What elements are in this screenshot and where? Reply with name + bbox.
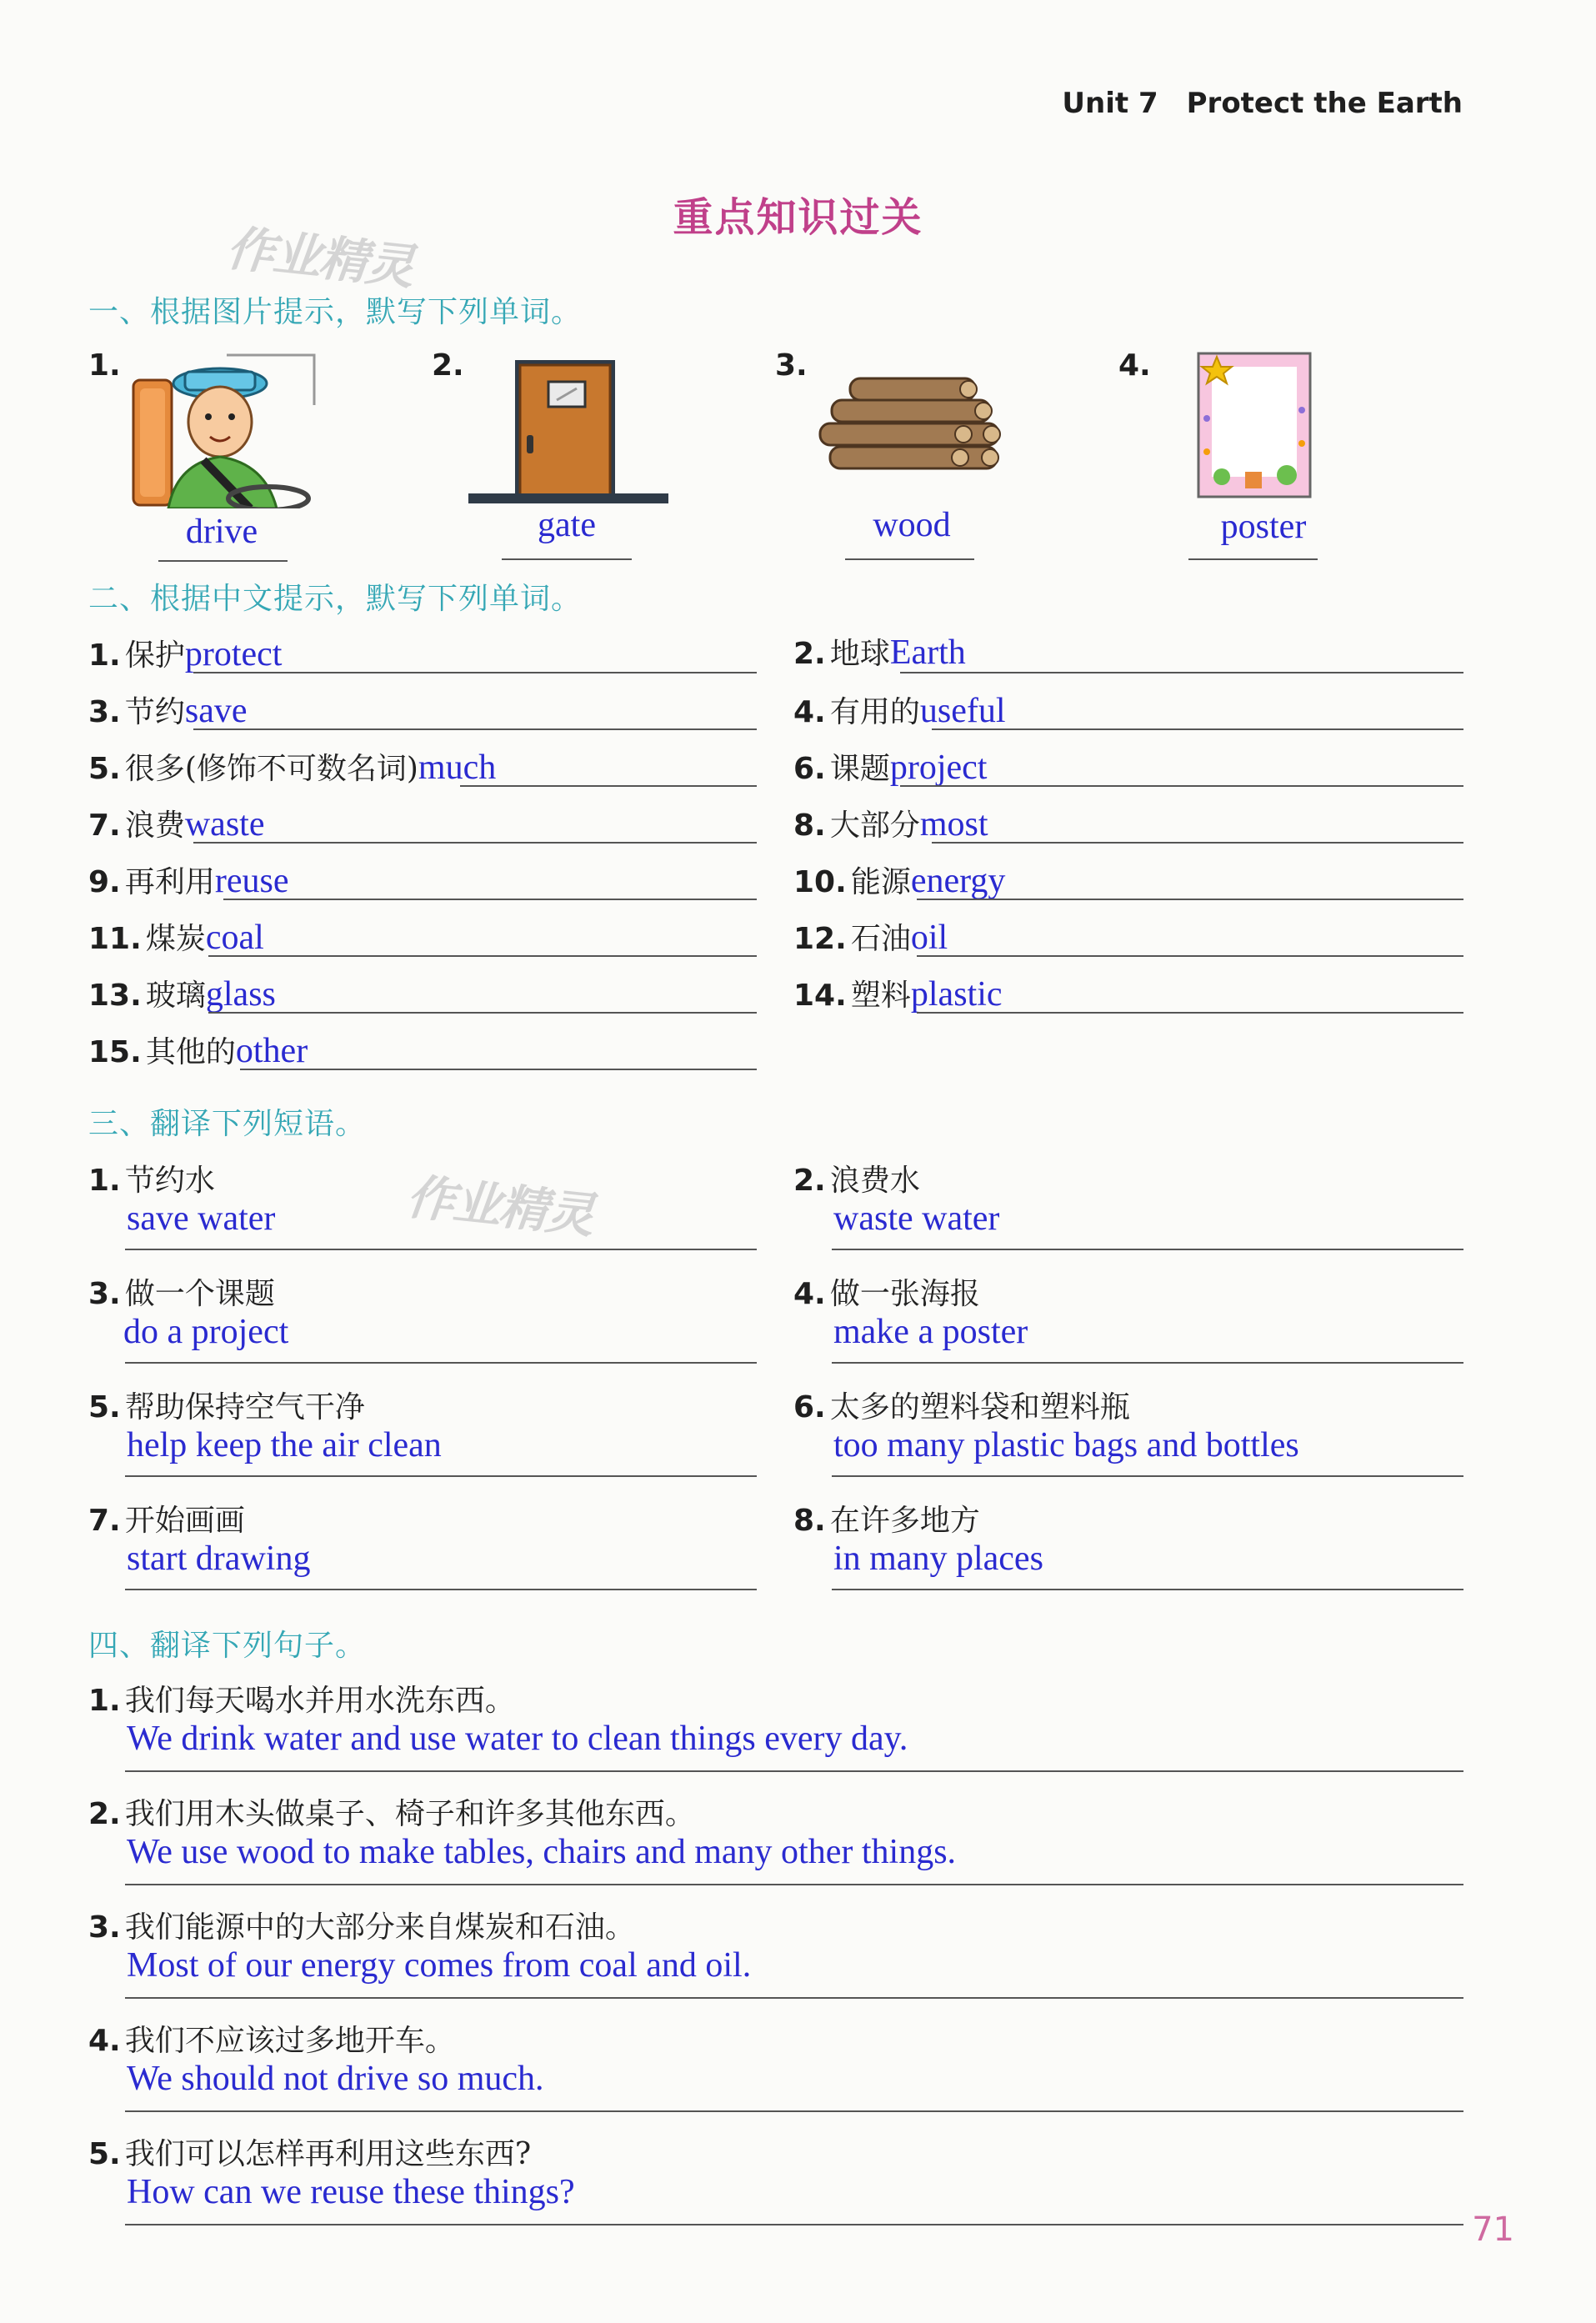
chinese-prompt: 能源 bbox=[850, 865, 911, 899]
answer-line bbox=[932, 728, 1463, 730]
item-number: 9. bbox=[88, 865, 121, 899]
answer-line bbox=[193, 728, 757, 730]
phrase-prompt bbox=[793, 1384, 1130, 1426]
chinese-prompt: 在许多地方 bbox=[829, 1504, 980, 1538]
chinese-prompt: 开始画画 bbox=[124, 1504, 245, 1538]
answer: glass bbox=[205, 975, 276, 1014]
answer: drive bbox=[185, 513, 258, 551]
item-number: 3. bbox=[88, 1277, 121, 1311]
word-item bbox=[88, 915, 264, 958]
chinese-prompt: 做一个课题 bbox=[124, 1277, 275, 1311]
item-number: 1. bbox=[88, 638, 121, 673]
chinese-prompt: 我们能源中的大部分来自煤炭和石油。 bbox=[124, 1910, 635, 1945]
chinese-prompt: 我们每天喝水并用水洗东西。 bbox=[124, 1684, 515, 1718]
chinese-prompt: 节约 bbox=[124, 695, 185, 729]
phrase-prompt bbox=[88, 1270, 275, 1313]
phrase-answer: help keep the air clean bbox=[127, 1426, 442, 1464]
chinese-prompt: 节约水 bbox=[124, 1164, 215, 1198]
chinese-prompt: 我们可以怎样再利用这些东西? bbox=[124, 2137, 532, 2171]
chinese-prompt: 有用的 bbox=[829, 695, 920, 729]
phrase-answer: too many plastic bags and bottles bbox=[833, 1426, 1299, 1464]
answer-line bbox=[845, 558, 974, 560]
phrase-answer: in many places bbox=[833, 1539, 1043, 1578]
phrase-prompt bbox=[793, 1157, 920, 1199]
door-picture bbox=[468, 357, 668, 507]
word-item bbox=[88, 802, 264, 844]
item-number: 8. bbox=[793, 1504, 826, 1538]
answer-line bbox=[832, 1249, 1463, 1250]
chinese-prompt: 浪费水 bbox=[829, 1164, 920, 1198]
item-number: 4. bbox=[793, 1277, 826, 1311]
item-number: 3. bbox=[775, 348, 808, 383]
word-item bbox=[88, 745, 496, 788]
chinese-prompt: 再利用 bbox=[124, 865, 215, 899]
section-2-heading: 二、根据中文提示，默写下列单词。 bbox=[88, 582, 583, 616]
answer: wood bbox=[873, 506, 951, 544]
answer: much bbox=[418, 748, 497, 787]
word-item bbox=[793, 859, 1005, 901]
item-number: 14. bbox=[793, 979, 847, 1013]
section-4-heading: 四、翻译下列句子。 bbox=[88, 1629, 367, 1663]
item-number: 12. bbox=[793, 922, 847, 956]
answer: waste bbox=[184, 805, 265, 844]
sentence-prompt bbox=[88, 1790, 695, 1833]
item-number: 10. bbox=[793, 865, 847, 899]
word-item bbox=[793, 972, 1003, 1014]
driver-picture bbox=[127, 347, 318, 508]
answer-line bbox=[125, 1249, 757, 1250]
sentence-prompt bbox=[88, 2017, 455, 2060]
phrase-answer: save water bbox=[127, 1199, 276, 1238]
answer-line bbox=[832, 1362, 1463, 1364]
item-number: 1. bbox=[88, 1684, 121, 1718]
answer: protect bbox=[184, 635, 283, 673]
answer: poster bbox=[1220, 508, 1307, 546]
page-title: 重点知识过关 bbox=[673, 194, 923, 241]
answer-line bbox=[125, 2224, 1463, 2225]
phrase-answer: do a project bbox=[123, 1313, 289, 1351]
item-number: 3. bbox=[88, 695, 121, 729]
unit-header: Unit 7 Protect the Earth bbox=[1062, 87, 1463, 120]
sentence-answer: Most of our energy comes from coal and oil. bbox=[127, 1946, 752, 1985]
answer: energy bbox=[910, 862, 1006, 900]
answer-line bbox=[917, 899, 1463, 900]
item-number: 8. bbox=[793, 809, 826, 843]
chinese-prompt: 地球 bbox=[829, 637, 890, 671]
chinese-prompt: 玻璃 bbox=[145, 979, 206, 1013]
answer-line bbox=[193, 672, 757, 673]
answer: other bbox=[235, 1032, 308, 1070]
answer-line bbox=[917, 1012, 1463, 1014]
chinese-prompt: 很多(修饰不可数名词) bbox=[124, 752, 418, 786]
answer: save bbox=[184, 692, 248, 730]
sentence-prompt bbox=[88, 2130, 531, 2173]
item-number: 4. bbox=[88, 2024, 121, 2058]
phrase-prompt bbox=[793, 1497, 980, 1539]
logs-picture bbox=[813, 372, 1010, 480]
answer-line bbox=[193, 842, 757, 844]
word-item bbox=[88, 688, 247, 731]
answer-line bbox=[460, 785, 757, 787]
item-number: 5. bbox=[88, 2137, 121, 2171]
item-number: 7. bbox=[88, 809, 121, 843]
answer-line bbox=[125, 1884, 1463, 1885]
chinese-prompt: 浪费 bbox=[124, 809, 185, 843]
item-number: 4. bbox=[793, 695, 826, 729]
sentence-prompt bbox=[88, 1904, 635, 1946]
phrase-answer: start drawing bbox=[127, 1539, 311, 1578]
section-3-heading: 三、翻译下列短语。 bbox=[88, 1107, 367, 1141]
answer-line bbox=[1188, 558, 1318, 560]
item-number: 2. bbox=[88, 1797, 121, 1831]
poster-picture bbox=[1197, 352, 1312, 498]
answer: Earth bbox=[889, 633, 966, 672]
answer-line bbox=[932, 842, 1463, 844]
item-number: 2. bbox=[793, 637, 826, 671]
item-number: 5. bbox=[88, 1390, 121, 1424]
answer-line bbox=[125, 2110, 1463, 2112]
answer-line bbox=[502, 558, 632, 560]
word-item bbox=[88, 632, 282, 674]
sentence-answer: We should not drive so much. bbox=[127, 2060, 544, 2098]
answer-line bbox=[125, 1770, 1463, 1772]
item-number: 5. bbox=[88, 752, 121, 786]
item-number: 11. bbox=[88, 922, 142, 956]
phrase-prompt bbox=[88, 1497, 245, 1539]
answer-line bbox=[900, 785, 1463, 787]
chinese-prompt: 煤炭 bbox=[145, 922, 206, 956]
answer-line bbox=[125, 1475, 757, 1477]
word-item bbox=[88, 1029, 308, 1071]
answer: reuse bbox=[214, 862, 289, 900]
item-number: 1. bbox=[88, 1164, 121, 1198]
word-item bbox=[88, 972, 276, 1014]
sentence-prompt bbox=[88, 1677, 515, 1720]
sentence-answer: We use wood to make tables, chairs and many other things. bbox=[127, 1833, 957, 1871]
chinese-prompt: 石油 bbox=[850, 922, 911, 956]
answer-line bbox=[223, 899, 757, 900]
phrase-answer: make a poster bbox=[833, 1313, 1028, 1351]
item-number: 2. bbox=[793, 1164, 826, 1198]
sentence-answer: We drink water and use water to clean things every day. bbox=[127, 1720, 908, 1758]
chinese-prompt: 帮助保持空气干净 bbox=[124, 1390, 365, 1424]
answer-line bbox=[125, 1589, 757, 1590]
word-item bbox=[793, 630, 966, 673]
item-number: 6. bbox=[793, 752, 826, 786]
item-number: 15. bbox=[88, 1035, 142, 1069]
phrase-answer: waste water bbox=[833, 1199, 1000, 1238]
item-number: 7. bbox=[88, 1504, 121, 1538]
item-number: 13. bbox=[88, 979, 142, 1013]
answer: most bbox=[919, 805, 988, 844]
answer-line bbox=[240, 1069, 757, 1070]
answer: gate bbox=[538, 506, 596, 544]
answer: oil bbox=[910, 919, 948, 957]
answer-line bbox=[832, 1475, 1463, 1477]
item-number: 2. bbox=[432, 348, 464, 383]
section-1-heading: 一、根据图片提示，默写下列单词。 bbox=[88, 295, 583, 329]
sentence-answer: How can we reuse these things? bbox=[127, 2173, 575, 2211]
chinese-prompt: 我们不应该过多地开车。 bbox=[124, 2024, 455, 2058]
phrase-prompt bbox=[793, 1270, 980, 1313]
answer: coal bbox=[205, 919, 264, 957]
answer: useful bbox=[919, 692, 1006, 730]
watermark: 作业精灵 bbox=[223, 219, 416, 296]
answer: project bbox=[889, 748, 988, 787]
chinese-prompt: 课题 bbox=[829, 752, 890, 786]
chinese-prompt: 我们用木头做桌子、椅子和许多其他东西。 bbox=[124, 1797, 695, 1831]
item-number: 4. bbox=[1118, 348, 1151, 383]
chinese-prompt: 太多的塑料袋和塑料瓶 bbox=[829, 1390, 1130, 1424]
chinese-prompt: 保护 bbox=[124, 638, 185, 673]
answer-line bbox=[125, 1997, 1463, 1999]
answer: plastic bbox=[910, 975, 1003, 1014]
answer-line bbox=[125, 1362, 757, 1364]
answer-line bbox=[917, 955, 1463, 957]
answer-line bbox=[208, 955, 757, 957]
phrase-prompt bbox=[88, 1157, 215, 1199]
phrase-prompt bbox=[88, 1384, 365, 1426]
chinese-prompt: 其他的 bbox=[145, 1035, 236, 1069]
answer-line bbox=[832, 1589, 1463, 1590]
item-number: 1. bbox=[88, 348, 121, 383]
item-number: 6. bbox=[793, 1390, 826, 1424]
answer-line bbox=[900, 672, 1463, 673]
word-item bbox=[793, 745, 987, 788]
word-item bbox=[793, 688, 1006, 731]
word-item bbox=[88, 859, 288, 901]
chinese-prompt: 大部分 bbox=[829, 809, 920, 843]
word-item bbox=[793, 915, 948, 958]
answer-line bbox=[158, 560, 288, 562]
page-number: 71 bbox=[1472, 2210, 1514, 2249]
watermark: 作业精灵 bbox=[403, 1168, 596, 1244]
item-number: 3. bbox=[88, 1910, 121, 1945]
chinese-prompt: 做一张海报 bbox=[829, 1277, 980, 1311]
answer-line bbox=[208, 1012, 757, 1014]
chinese-prompt: 塑料 bbox=[850, 979, 911, 1013]
word-item bbox=[793, 802, 988, 844]
